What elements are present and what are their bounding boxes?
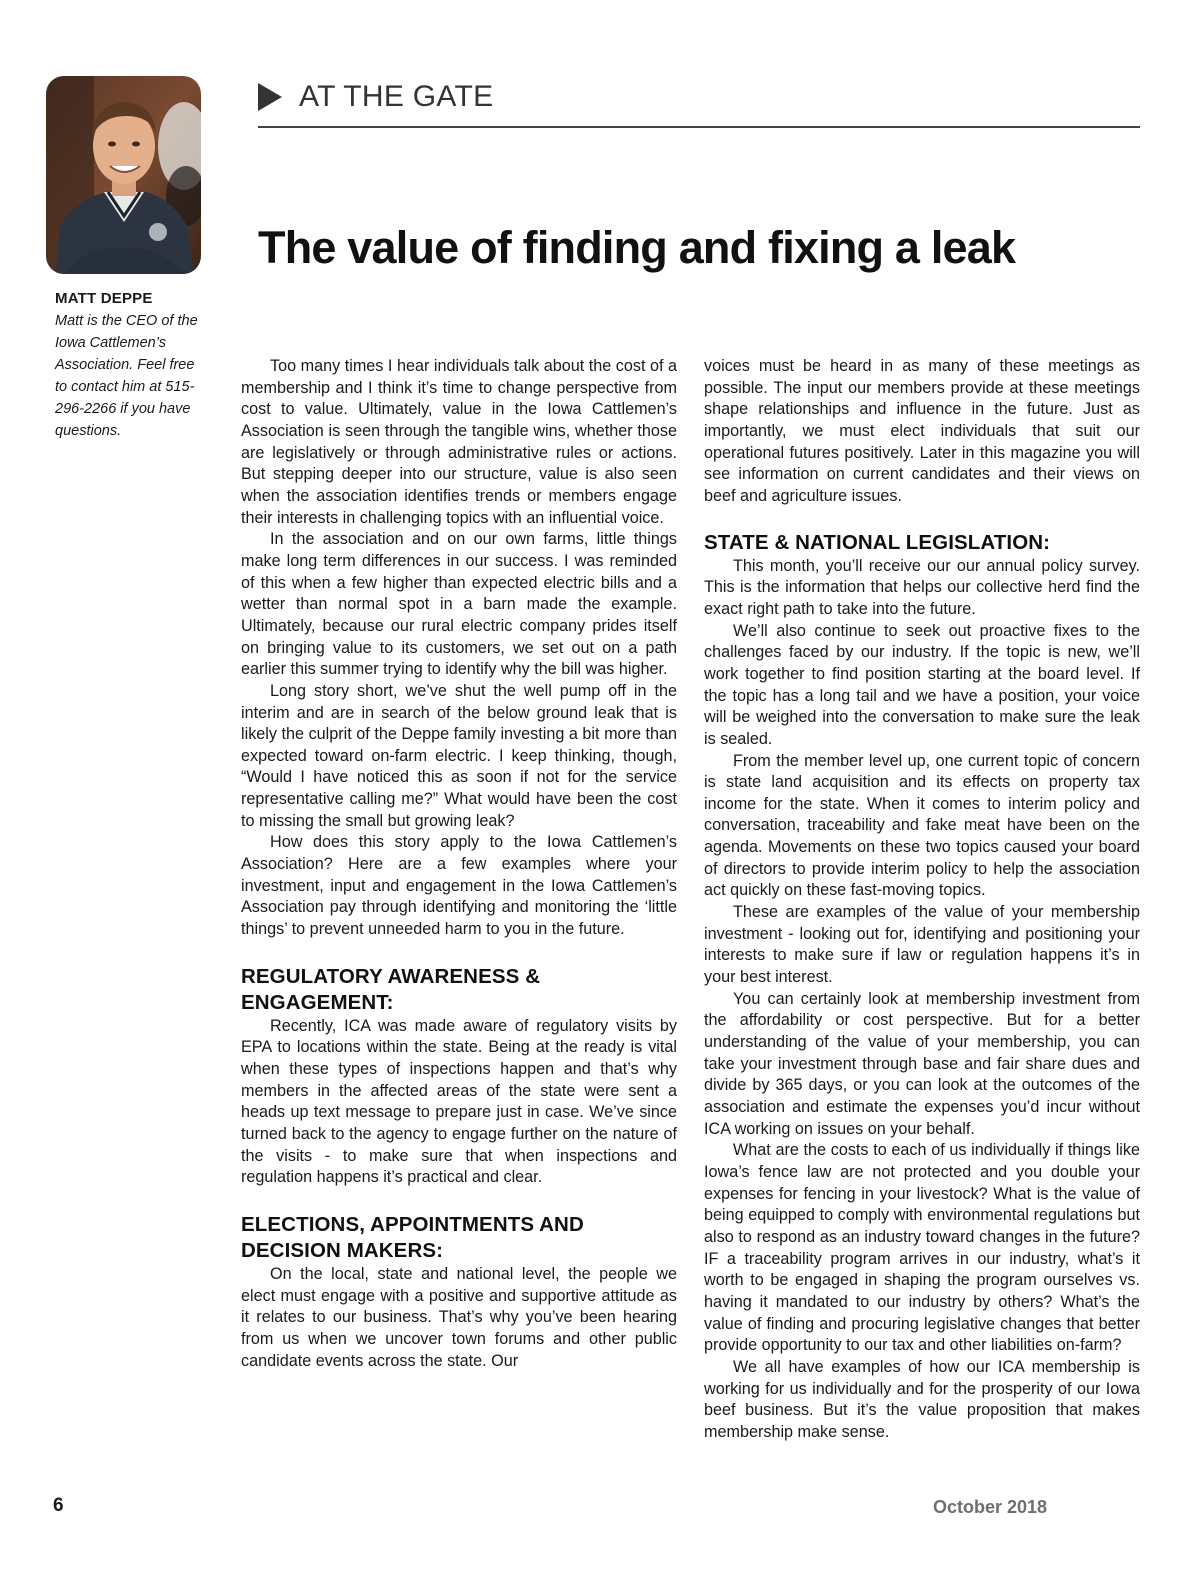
- article-column-left: [241, 356, 677, 1372]
- paragraph: Recently, ICA was made aware of regulatory visits by EPA to locations within the state. Being at the ready is vital when these types of inspections happen and that’s why members in the affected areas of the state were sent a heads up text message to prepare just in case. We’ve since turned back to the agency to engage further on the nature of the visits - to make sure that when inspections and regulation happens it’s practical and clear.: [241, 1016, 677, 1187]
- issue-date: October 2018: [933, 1497, 1048, 1517]
- author-portrait-image: [46, 76, 201, 274]
- author-photo: [46, 76, 201, 274]
- paragraph: These are examples of the value of your membership investment - looking out for, identifying and positioning your interests to make sure if law or regulation happens it’s in your best interest.: [704, 903, 1140, 987]
- author-bio-block: [55, 288, 205, 442]
- article-column-right: [704, 356, 1140, 1444]
- paragraph: In the association and on our own farms, little things make long term differences in our success. I was reminded of this when a few higher than expected electric bills and a wetter than normal spot in a barn made the example. Ultimately, because our rural electric company prides itself on bringing value to its customers, we set out on a path earlier this summer trying to identify why the bill was higher.: [241, 530, 677, 679]
- author-name: MATT DEPPE: [55, 290, 153, 307]
- paragraph: What are the costs to each of us individually if things like Iowa’s fence law are not protected and you double your expenses for fencing in your livestock? What is the value of being equipped to comply with environmental regulations but also to respond as an industry toward changes in the future? IF a traceability program arrives in our industry, what’s it worth to be engaged in shaping the program ourselves vs. having it mandated to our industry by others? What’s the value of finding and procuring legislative changes that better provide opportunity to our tax and other liabilities on-farm?: [704, 1141, 1140, 1355]
- paragraph: From the member level up, one current topic of concern is state land acquisition and its effects on property tax income for the state. When it comes to interim policy and conversation, traceability and fake meat have been on the agenda. Movements on these two topics caused your board of directors to provide interim policy to help the association act quickly on these fast-moving topics.: [704, 751, 1140, 900]
- section-heading-legislation: STATE & NATIONAL LEGISLATION:: [704, 530, 1051, 554]
- author-description: Matt is the CEO of the Iowa Cattlemen’s Association. Feel free to contact him at 515-296-2266 if you have questions.: [55, 313, 198, 439]
- section-heading-regulatory: REGULATORY AWARENESS & ENGAGEMENT:: [241, 964, 541, 1014]
- paragraph: On the local, state and national level, the people we elect must engage with a positive and supportive attitude as it relates to our business. That’s why you’ve been hearing from us when we uncover town forums and other public candidate events across the state. Our: [241, 1264, 677, 1370]
- section-heading-elections: ELECTIONS, APPOINTMENTS AND DECISION MAKERS:: [241, 1212, 584, 1262]
- paragraph: Too many times I hear individuals talk about the cost of a membership and I think it’s time to change perspective from cost to value. Ultimately, value in the Iowa Cattlemen’s Association is seen through the tangible wins, whether those are legislatively or through administrative rules or actions. But stepping deeper into our structure, value is also seen when the association identifies trends or members engage their interests in challenging topics with an influential voice.: [241, 357, 677, 527]
- paragraph: How does this story apply to the Iowa Cattlemen’s Association? Here are a few examples where your investment, input and engagement in the Iowa Cattlemen’s Association pay through identifying and monitoring the ‘little things’ to prevent unneeded harm to you in the future.: [241, 833, 677, 939]
- column-tag: [258, 80, 493, 114]
- paragraph: voices must be heard in as many of these meetings as possible. The input our members provide at these meetings shape relationships and influence in the future. Just as importantly, we must elect individuals that suit our operational futures positively. Later in this magazine you will see information on current candidates and their views on beef and agriculture issues.: [704, 357, 1140, 505]
- paragraph: This month, you’ll receive our our annual policy survey. This is the information that helps our collective herd find the exact right path to take into the future.: [704, 556, 1140, 618]
- header-divider: [258, 126, 1140, 128]
- play-triangle-icon: [258, 83, 282, 111]
- column-label: AT THE GATE: [299, 80, 494, 113]
- paragraph: We all have examples of how our ICA membership is working for us individually and for the prosperity of our Iowa beef business. But it’s the value proposition that makes membership make sense.: [704, 1357, 1140, 1441]
- paragraph: We’ll also continue to seek out proactive fixes to the challenges faced by our industry. If the topic is new, we’ll work together to find position starting at the board level. If the topic has a long tail and we have a position, your voice will be weighed into the conversation to make sure the leak is sealed.: [704, 621, 1140, 748]
- paragraph: You can certainly look at membership investment from the affordability or cost perspective. But for a better understanding of the value of your membership, you can take your investment through base and fair share dues and divide by 365 days, or you can look at the outcomes of the association and estimate the expenses you’d incur without ICA working on issues on your behalf.: [704, 989, 1140, 1138]
- paragraph: Long story short, we’ve shut the well pump off in the interim and are in search of the below ground leak that is likely the culprit of the Deppe family investing a bit more than expected toward on-farm electric. I keep thinking, though, “Would I have noticed this as soon if not for the service representative calling me?” What would have been the cost to missing the small but growing leak?: [241, 681, 677, 830]
- article-title: The value of finding and fixing a leak: [258, 222, 1016, 273]
- page-number: 6: [53, 1495, 64, 1516]
